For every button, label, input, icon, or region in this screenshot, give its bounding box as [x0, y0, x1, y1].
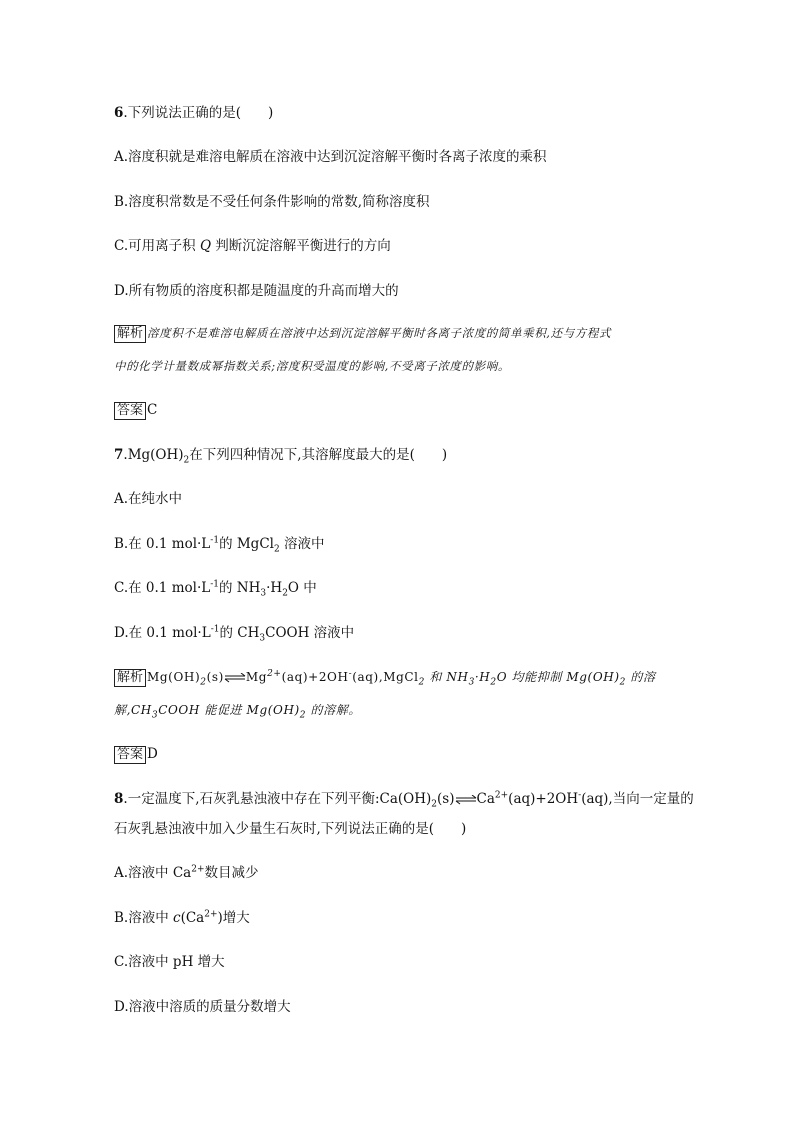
q7-option-c: C.在 0.1 $mol\cdot L^{-1}$的 $NH_3\cdot H_2O$ 中 [114, 579, 317, 599]
q6-stem-text: .下列说法正确的是( ) [123, 105, 274, 121]
q7-number: 7 [114, 447, 124, 463]
q7-answer-tag: 答案 [114, 746, 146, 764]
q6-analysis-tag: 解析 [114, 325, 146, 343]
q8-stem-line1: 8.一定温度下,石灰乳悬浊液中存在下列平衡$:Ca(OH)_2(s)$ $Ca^{2+}(aq)+2OH^-(aq)$,当向一定量的 [114, 790, 694, 810]
q7-analysis-line1: 解析 $Mg(OH)_2(s)$ $Mg^{2+}(aq)+2OH^-(aq),MgCl_2$ 和 $NH_3\cdot H_2O$ 均能抑制 $Mg(OH)_2$ 的溶 [114, 668, 656, 687]
q6-stem [114, 104, 273, 122]
equilibrium-arrow-icon [224, 673, 246, 683]
q6-option-d: D.所有物质的溶度积都是随温度的升高而增大的 [114, 283, 399, 299]
q6-variable-q: Q [199, 238, 212, 254]
q8-option-d: D.溶液中溶质的质量分数增大 [114, 999, 291, 1015]
q8-option-c: C.溶液中 pH 增大 [114, 954, 225, 970]
q6-answer [114, 401, 157, 420]
q6-option-b: B.溶度积常数是不受任何条件影响的常数,简称溶度积 [114, 194, 430, 210]
equilibrium-arrow-icon [455, 795, 477, 805]
q6-answer-value: C [147, 402, 158, 418]
q8-stem-line2: 石灰乳悬浊液中加入少量生石灰时,下列说法正确的是( ) [114, 821, 467, 837]
q8-option-b: B.溶液中 $c(Ca^{2+})$增大 [114, 909, 250, 926]
q6-analysis-line1: 解析 溶度积不是难溶电解质在溶液中达到沉淀溶解平衡时各离子浓度的简单乘积,还与方程式 [114, 324, 611, 343]
q6-answer-tag: 答案 [114, 402, 146, 420]
q7-answer [114, 745, 158, 764]
q6-analysis-line2: 中的化学计量数成幂指数关系;溶度积受温度的影响,不受离子浓度的影响。 [114, 359, 510, 373]
q6-number: 6 [114, 105, 124, 121]
q8-option-a: A.溶液中 $Ca^{2+}$数目减少 [114, 864, 259, 881]
q7-option-d: D.在 0.1 $mol\cdot L^{-1}$的 $CH_3COOH$ 溶液中 [114, 624, 355, 644]
q7-stem: $7.Mg(OH)_2$在下列四种情况下,其溶解度最大的是( ) [114, 447, 448, 466]
q6-option-a: A.溶度积就是难溶电解质在溶液中达到沉淀溶解平衡时各离子浓度的乘积 [114, 149, 547, 165]
q7-analysis-tag: 解析 [114, 669, 146, 687]
q6-option-c: C.可用离子积 Q 判断沉淀溶解平衡进行的方向 [114, 238, 391, 254]
q7-answer-value: D [147, 746, 158, 762]
q7-option-a: A.在纯水中 [114, 491, 183, 507]
q8-number: 8 [114, 791, 124, 807]
q7-option-b: B.在 0.1 $mol\cdot L^{-1}$的 MgCl$_2$ 溶液中 [114, 535, 325, 555]
q7-analysis-line2: 解$,CH_3COOH$ 能促进 $Mg(OH)_2$ 的溶解。 [114, 703, 361, 721]
